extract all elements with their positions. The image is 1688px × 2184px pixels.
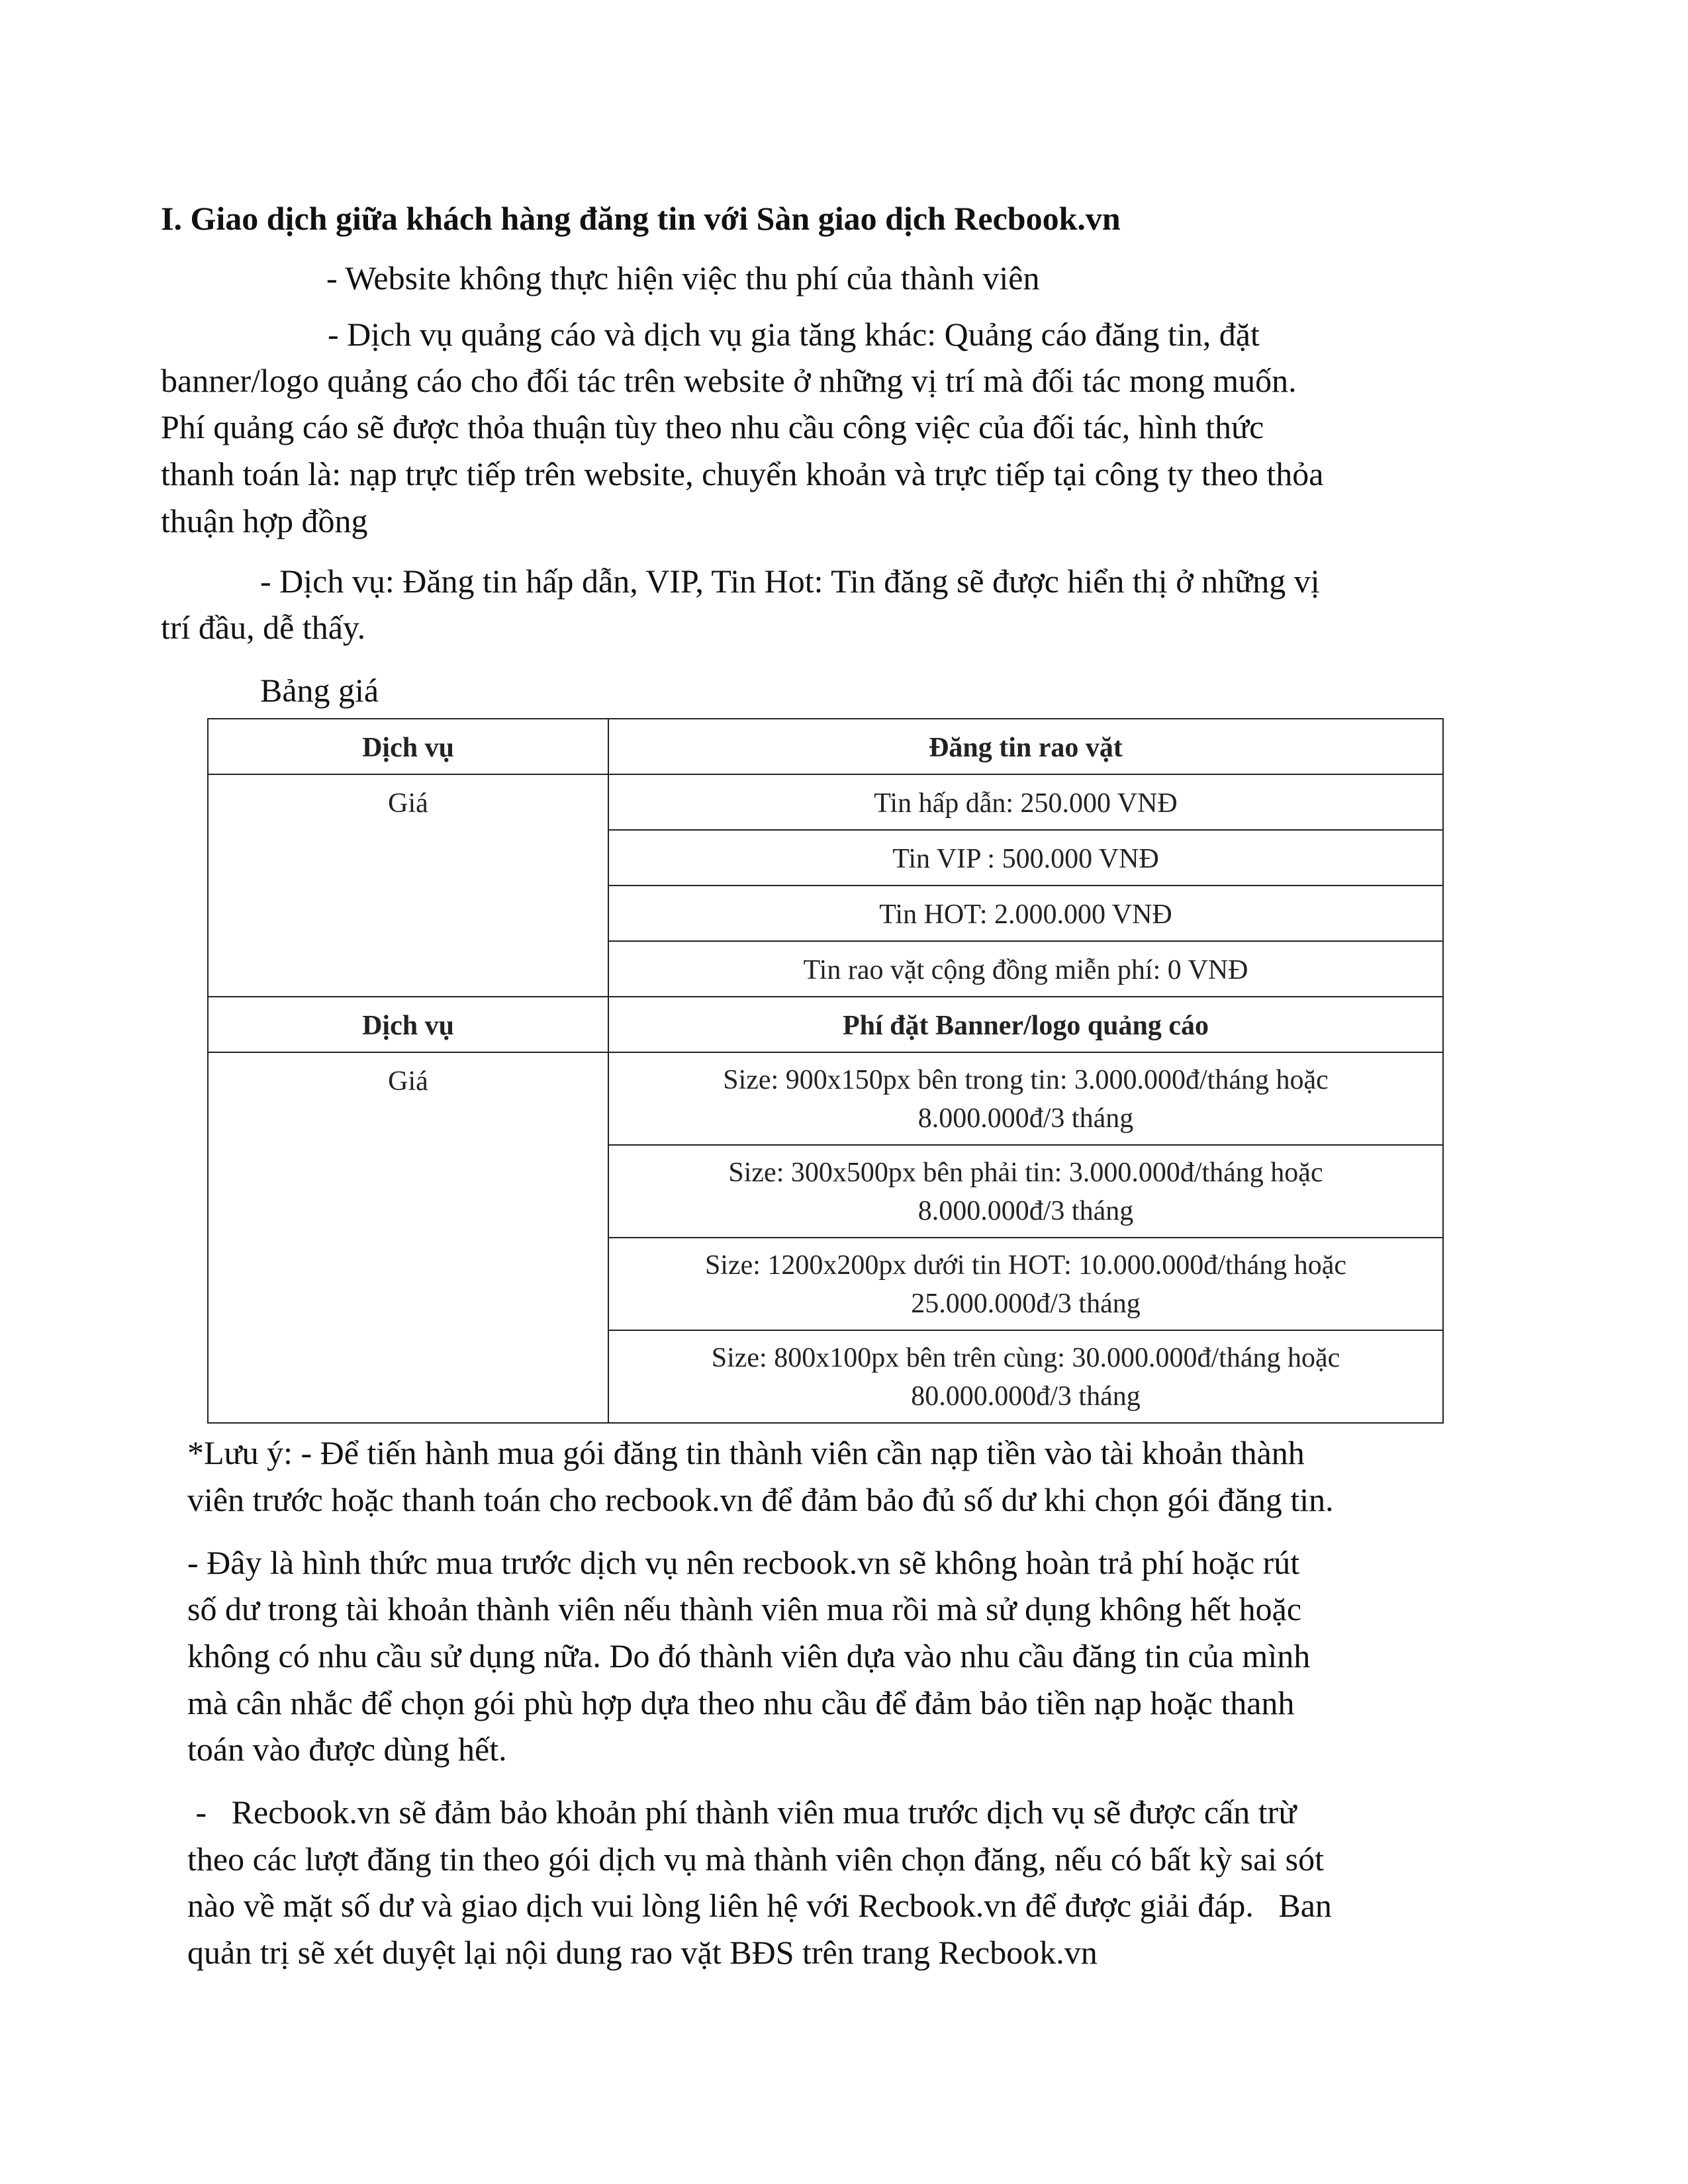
price-cell: Tin VIP : 500.000 VNĐ — [608, 830, 1443, 886]
table-header-cell: Dịch vụ — [208, 997, 608, 1052]
intro-para2-line: thanh toán là: nạp trực tiếp trên website, chuyển khoản và trực tiếp tại công ty theo thỏa — [161, 455, 1324, 492]
table-header-cell: Dịch vụ — [208, 719, 608, 774]
intro-para3-line: trí đầu, dễ thấy. — [161, 609, 366, 646]
note3-line: theo các lượt đăng tin theo gói dịch vụ mà thành viên chọn đăng, nếu có bất kỳ sai sót — [187, 1841, 1325, 1878]
intro-para2-line: Phí quảng cáo sẽ được thỏa thuận tùy theo nhu cầu công việc của đối tác, hình thức — [161, 408, 1264, 445]
price-cell: Tin hấp dẫn: 250.000 VNĐ — [608, 774, 1443, 830]
banner-price-line: 80.000.000đ/3 tháng — [911, 1381, 1141, 1412]
price-label-cell: Giá — [208, 1052, 608, 1423]
table-header-row — [208, 719, 1443, 774]
table-caption: Bảng giá — [260, 672, 379, 709]
intro-para3-line: - Dịch vụ: Đăng tin hấp dẫn, VIP, Tin Hot: Tin đăng sẽ được hiển thị ở những vị — [260, 563, 1320, 600]
banner-price-line: Size: 800x100px bên trên cùng: 30.000.000đ/tháng hoặc — [711, 1343, 1340, 1373]
note3-line: nào về mặt số dư và giao dịch vui lòng liên hệ với Recbook.vn để được giải đáp. Ban — [187, 1887, 1332, 1924]
note3-line: quản trị sẽ xét duyệt lại nội dung rao vặt BĐS trên trang Recbook.vn — [187, 1934, 1098, 1971]
price-cell: Tin HOT: 2.000.000 VNĐ — [608, 886, 1443, 941]
table-header-row — [208, 997, 1443, 1052]
note2-line: không có nhu cầu sử dụng nữa. Do đó thành viên dựa vào nhu cầu đăng tin của mình — [187, 1637, 1311, 1674]
price-table — [207, 718, 1444, 1424]
intro-line-1: - Website không thực hiện việc thu phí của thành viên — [326, 259, 1040, 296]
table-header-cell: Phí đặt Banner/logo quảng cáo — [608, 997, 1443, 1052]
price-label-cell: Giá — [208, 774, 608, 997]
note3-line: - Recbook.vn sẽ đảm bảo khoản phí thành viên mua trước dịch vụ sẽ được cấn trừ — [187, 1794, 1297, 1831]
section-heading: I. Giao dịch giữa khách hàng đăng tin với Sàn giao dịch Recbook.vn — [161, 200, 1121, 237]
intro-para2-line: - Dịch vụ quảng cáo và dịch vụ gia tăng khác: Quảng cáo đăng tin, đặt — [328, 316, 1260, 353]
banner-price-line: 25.000.000đ/3 tháng — [911, 1289, 1141, 1319]
banner-price-line: 8.000.000đ/3 tháng — [917, 1196, 1134, 1226]
intro-para2-line: thuận hợp đồng — [161, 502, 368, 539]
table-row — [208, 774, 1443, 830]
note2-line: - Đây là hình thức mua trước dịch vụ nên recbook.vn sẽ không hoàn trả phí hoặc rút — [187, 1544, 1300, 1581]
banner-price-cell — [608, 1052, 1443, 1145]
banner-price-line: Size: 900x150px bên trong tin: 3.000.000đ/tháng hoặc — [723, 1065, 1329, 1095]
intro-para2-line: banner/logo quảng cáo cho đối tác trên website ở những vị trí mà đối tác mong muốn. — [161, 362, 1297, 399]
price-cell: Tin rao vặt cộng đồng miễn phí: 0 VNĐ — [608, 941, 1443, 997]
banner-price-line: Size: 300x500px bên phải tin: 3.000.000đ/tháng hoặc — [728, 1158, 1323, 1188]
note1-line: *Lưu ý: - Để tiến hành mua gói đăng tin thành viên cần nạp tiền vào tài khoản thành — [187, 1434, 1305, 1471]
note2-line: toán vào được dùng hết. — [187, 1731, 507, 1768]
banner-price-line: 8.000.000đ/3 tháng — [917, 1103, 1134, 1134]
note2-line: số dư trong tài khoản thành viên nếu thành viên mua rồi mà sử dụng không hết hoặc — [187, 1590, 1302, 1627]
banner-price-line: Size: 1200x200px dưới tin HOT: 10.000.000đ/tháng hoặc — [704, 1250, 1347, 1281]
banner-price-cell — [608, 1330, 1443, 1423]
banner-price-cell — [608, 1238, 1443, 1330]
note2-line: mà cân nhắc để chọn gói phù hợp dựa theo nhu cầu để đảm bảo tiền nạp hoặc thanh — [187, 1684, 1295, 1721]
table-row — [208, 1052, 1443, 1145]
table-header-cell: Đăng tin rao vặt — [608, 719, 1443, 774]
note1-line: viên trước hoặc thanh toán cho recbook.vn để đảm bảo đủ số dư khi chọn gói đăng tin. — [187, 1481, 1334, 1518]
banner-price-cell — [608, 1145, 1443, 1238]
